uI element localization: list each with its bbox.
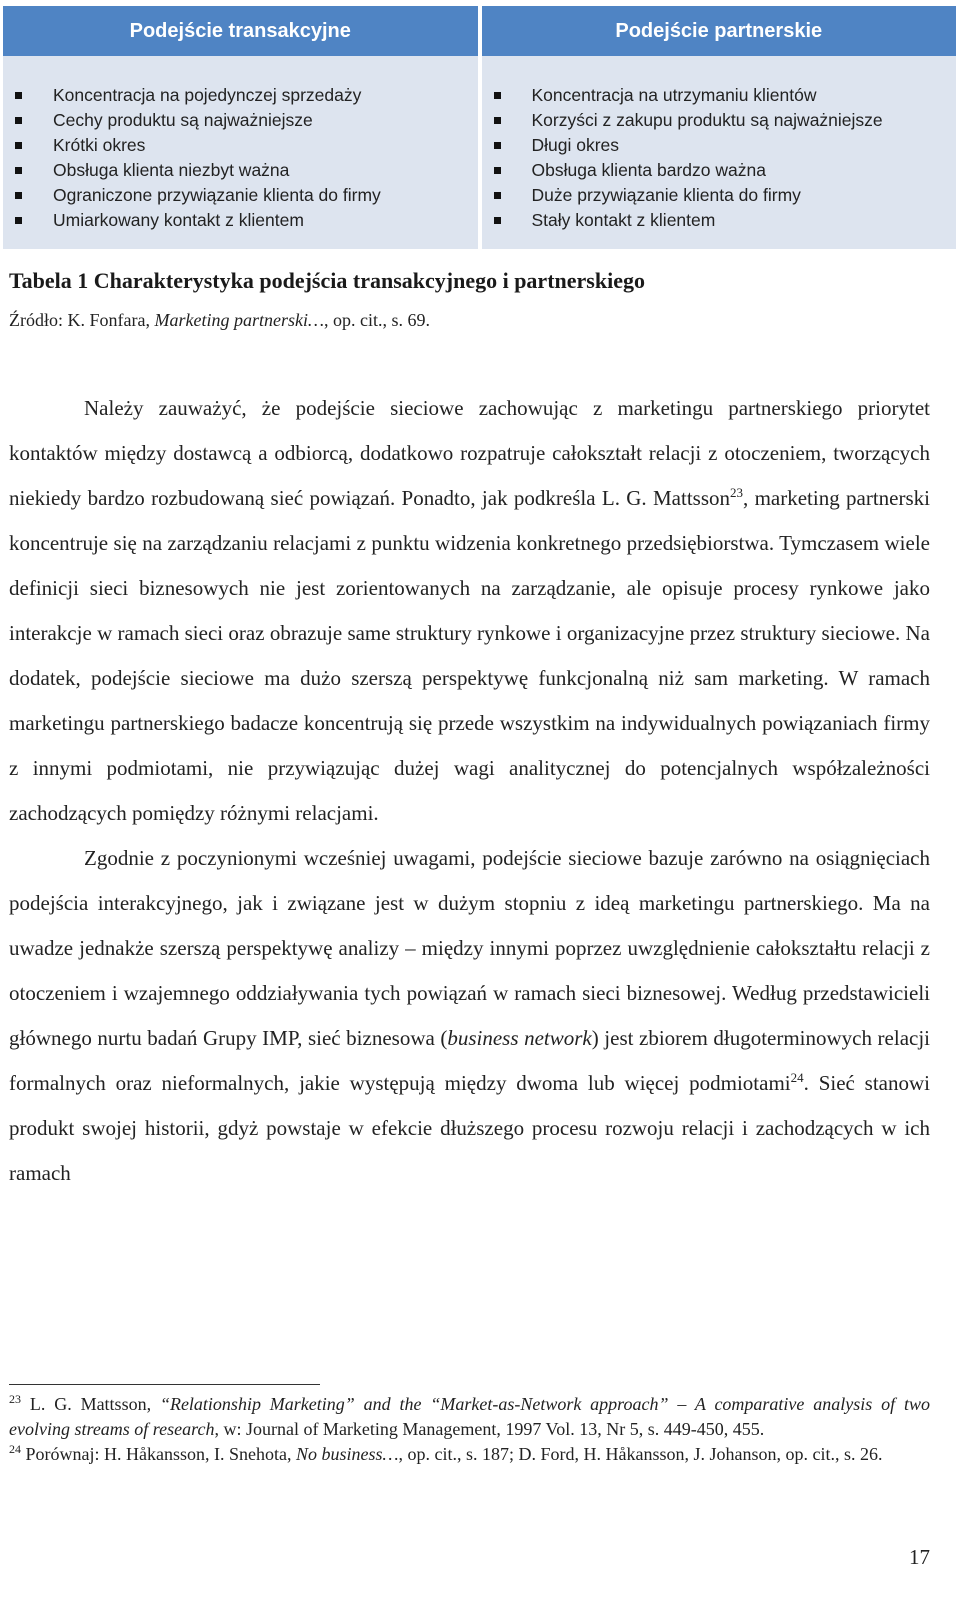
italic-term: business network (447, 1026, 592, 1050)
paragraph (9, 836, 930, 1196)
list-item-text: Korzyści z zakupu produktu są najważniejsze (531, 110, 883, 130)
footnote-separator (9, 1384, 320, 1385)
footnote-ref[interactable]: 24 (790, 1070, 804, 1085)
bullet-square-icon (494, 217, 501, 224)
bullet-square-icon (494, 92, 501, 99)
paragraph-text: Zgodnie z poczynionymi wcześniej uwagami, podejście sieciowe bazuje zarówno na osiągnięciach podejścia interakcyjnego, jak i związane jest w dużym stopniu z ideą marketingu partnerskiego. Ma na uwadze jednakże szerszą perspektywę analizy – między innymi poprzez uwzględnienie całokształtu relacji z otoczeniem i wzajemnego oddziaływania tych powiązań w ramach sieci biznesowej. Według przedstawicieli głównego nurtu badań Grupy IMP, sieć biznesowa ( (9, 846, 930, 1050)
bullet-square-icon (494, 192, 501, 199)
list-item (3, 133, 478, 158)
list-item (3, 158, 478, 183)
paragraph-text: ) jest zbiorem długoterminowych relacji formalnych oraz nieformalnych, jakie występują między dwoma lub więcej podmiotami (9, 1026, 931, 1095)
list-item-text: Obsługa klienta niezbyt ważna (53, 160, 290, 180)
table-source (9, 310, 430, 331)
body-text (9, 386, 930, 1196)
list-item-text: Ograniczone przywiązanie klienta do firmy (53, 185, 381, 205)
bullet-square-icon (15, 92, 22, 99)
bullet-square-icon (15, 167, 22, 174)
footnote-number: 24 (9, 1442, 21, 1456)
page-number: 17 (909, 1545, 930, 1569)
list-item (482, 108, 957, 133)
partnership-column (482, 6, 957, 249)
comparison-table (3, 6, 956, 249)
footnotes (9, 1392, 930, 1467)
paragraph-text: , marketing partnerski koncentruje się na zarządzaniu relacjami z punktu widzenia konkretnego przedsiębiorstwa. Tymczasem wiele definicji sieci biznesowych nie jest zorientowanych na zarządzanie, ale opisuje procesy rynkowe jako interakcje w ramach sieci oraz obrazuje same struktury rynkowe i organizacyjne przez struktury sieciowe. Na dodatek, podejście sieciowe ma dużo szerszą perspektywę funkcjonalną niż sam marketing. W ramach marketingu partnerskiego badacze koncentrują się przede wszystkim na indywidualnych powiązaniach firmy z innymi podmiotami, nie przywiązując dużej wagi analitycznej do potencjalnych współzależności zachodzących pomiędzy różnymi relacjami. (9, 486, 930, 825)
table-caption: Tabela 1 Charakterystyka podejścia transakcyjnego i partnerskiego (9, 268, 645, 293)
bullet-square-icon (15, 192, 22, 199)
bullet-square-icon (15, 217, 22, 224)
list-item-text: Obsługa klienta bardzo ważna (531, 160, 766, 180)
footnote-ref[interactable]: 23 (730, 485, 743, 500)
source-prefix: Źródło: K. Fonfara, (9, 310, 155, 330)
source-suffix: , op. cit., s. 69. (323, 310, 430, 330)
list-item (482, 158, 957, 183)
footnote-text: L. G. Mattsson, (21, 1394, 160, 1414)
list-item-text: Koncentracja na utrzymaniu klientów (531, 85, 817, 105)
footnote (9, 1442, 930, 1467)
list-item (482, 208, 957, 233)
transactional-heading: Podejście transakcyjne (3, 6, 478, 56)
partnership-list (482, 56, 957, 249)
list-item (3, 83, 478, 108)
footnote-title: No business… (295, 1444, 399, 1464)
list-item-text: Stały kontakt z klientem (531, 210, 716, 230)
footnote-text: Porównaj: H. Håkansson, I. Snehota, (21, 1444, 296, 1464)
footnote-text: , w: Journal of Marketing Management, 1997 Vol. 13, Nr 5, s. 449-450, 455. (214, 1419, 765, 1439)
footnote-number: 23 (9, 1392, 21, 1406)
paragraph-text: Należy zauważyć, że podejście sieciowe zachowując z marketingu partnerskiego priorytet kontaktów między dostawcą a odbiorcą, dodatkowo rozpatruje całokształt relacji z otoczeniem, tworzących niekiedy bardzo rozbudowaną sieć powiązań. Ponadto, jak podkreśla L. G. Mattsson (9, 396, 930, 510)
partnership-heading: Podejście partnerskie (482, 6, 957, 56)
list-item-text: Umiarkowany kontakt z klientem (53, 210, 304, 230)
list-item (482, 133, 957, 158)
paragraph-text: . Sieć stanowi produkt swojej historii, gdyż powstaje w efekcie dłuższego procesu rozwoju relacji i zachodzących w ich ramach (9, 1071, 930, 1185)
source-title: Marketing partnerski… (154, 310, 324, 330)
list-item (3, 108, 478, 133)
list-item-text: Cechy produktu są najważniejsze (53, 110, 313, 130)
transactional-column (3, 6, 478, 249)
footnote-text: , op. cit., s. 187; D. Ford, H. Håkansson, J. Johanson, op. cit., s. 26. (398, 1444, 883, 1464)
list-item (482, 83, 957, 108)
footnote (9, 1392, 930, 1442)
bullet-square-icon (494, 142, 501, 149)
transactional-list (3, 56, 478, 249)
bullet-square-icon (494, 117, 501, 124)
footnote-title: “Relationship Marketing” and the “Market-as-Network approach” – A comparative analysis of two evolving streams of research (9, 1394, 930, 1439)
list-item-text: Krótki okres (53, 135, 146, 155)
list-item (3, 208, 478, 233)
list-item (3, 183, 478, 208)
bullet-square-icon (15, 117, 22, 124)
list-item-text: Koncentracja na pojedynczej sprzedaży (53, 85, 362, 105)
paragraph (9, 386, 930, 836)
list-item-text: Długi okres (531, 135, 620, 155)
bullet-square-icon (494, 167, 501, 174)
list-item (482, 183, 957, 208)
bullet-square-icon (15, 142, 22, 149)
list-item-text: Duże przywiązanie klienta do firmy (531, 185, 801, 205)
